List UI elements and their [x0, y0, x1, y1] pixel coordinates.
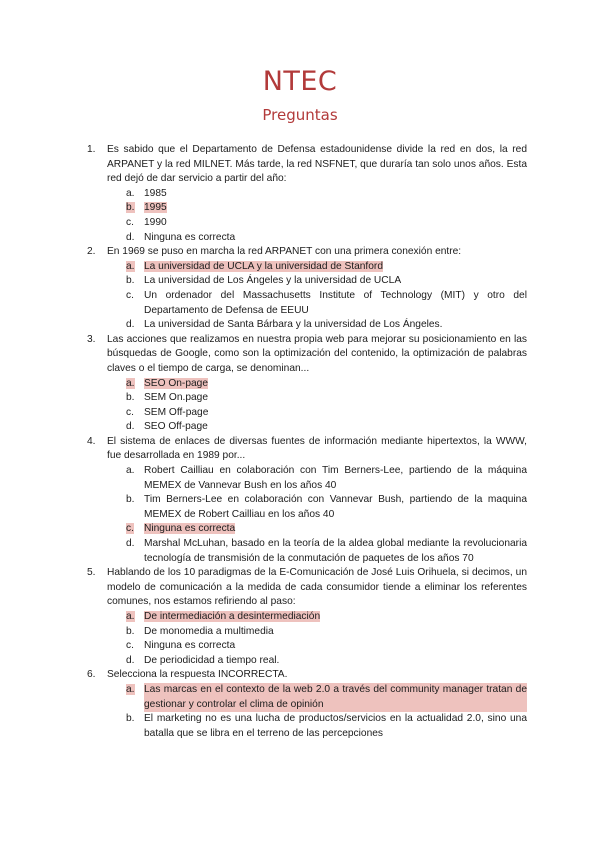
- option-item-highlighted: a. La universidad de UCLA y la universidad de Stanford: [126, 260, 383, 272]
- option-item: b. El marketing no es una lucha de productos/servicios en la actualidad 2.0, sino una batalla que se libra en el terreno de las percepciones: [126, 713, 527, 739]
- question-number: 2.: [87, 246, 96, 258]
- page-title: NTEC: [262, 66, 338, 97]
- question-text: El sistema de enlaces de diversas fuentes de información mediante hipertextos, la WWW, fue desarrollada en 1989 por...: [107, 435, 527, 462]
- question-4: [87, 435, 527, 566]
- question-number: 4.: [87, 435, 96, 447]
- question-3: [87, 333, 527, 435]
- option-item: c. Ninguna es correcta: [126, 640, 236, 652]
- question-number: 1.: [87, 144, 96, 155]
- option-item: b. Tim Berners-Lee en colaboración con Vannevar Bush, partiendo de la maquina MEMEX de Robert Cailliau en los años 40: [126, 494, 527, 520]
- question-text: En 1969 se puso en marcha la red ARPANET con una primera conexión entre:: [107, 246, 462, 258]
- option-item: c. Un ordenador del Massachusetts Institute of Technology (MIT) y otro del Departamento de Defensa de EEUU: [126, 289, 527, 316]
- option-item-highlighted: a. Las marcas en el contexto de la web 2.0 a través del community manager tratan de gestionar y controlar el clima de opinión: [126, 683, 527, 712]
- question-number: 6.: [87, 669, 96, 681]
- option-item-highlighted: c. Ninguna es correcta: [126, 523, 236, 535]
- option-item: a. Robert Cailliau en colaboración con Tim Berners-Lee, partiendo de la máquina MEMEX de Vannevar Bush en los años 40: [126, 465, 527, 491]
- question-text: Hablando de los 10 paradigmas de la E-Comunicación de José Luis Orihuela, si decimos, un modelo de comunicación a la medida de cada consumidor tiende a eliminar los referentes comunes, nos estamos refiriendo al paso:: [107, 567, 527, 608]
- question-text: Selecciona la respuesta INCORRECTA.: [107, 669, 288, 681]
- question-2: [87, 245, 527, 333]
- option-item: d. Ninguna es correcta: [126, 231, 236, 243]
- option-item: b. SEM On.page: [126, 392, 208, 404]
- option-item-highlighted: a. De intermediación a desintermediación: [126, 611, 321, 622]
- option-item: c. 1990: [126, 216, 167, 228]
- option-item-highlighted: b. 1995: [126, 202, 167, 214]
- question-6: [87, 668, 527, 741]
- option-item: d. SEO Off-page: [126, 421, 208, 433]
- option-item: b. La universidad de Los Ángeles y la universidad de UCLA: [126, 275, 402, 287]
- option-item: b. De monomedia a multimedia: [126, 625, 274, 637]
- question-number: 5.: [87, 567, 96, 579]
- question-number: 3.: [87, 333, 96, 345]
- option-item: a. 1985: [126, 187, 167, 199]
- option-item: d. De periodicidad a tiempo real.: [126, 654, 280, 666]
- option-item: d. Marshal McLuhan, basado en la teoría de la aldea global mediante la revolucionaria tecnología de transmisión de la conmutación de paquetes de los años 70: [126, 538, 527, 564]
- page-subtitle: Preguntas: [262, 106, 338, 124]
- question-5: [87, 566, 527, 668]
- option-item-highlighted: a. SEO On-page: [126, 377, 208, 389]
- question-1: [87, 143, 527, 245]
- option-item: c. SEM Off-page: [126, 406, 209, 418]
- question-list: [87, 143, 527, 741]
- question-text: Las acciones que realizamos en nuestra propia web para mejorar su posicionamiento en las búsquedas de Google, como son la optimización del contenido, la optimización de palabras claves o el tiempo de carga, se denominan...: [107, 333, 527, 374]
- option-item: d. La universidad de Santa Bárbara y la universidad de Los Ángeles.: [126, 319, 443, 331]
- question-text: Es sabido que el Departamento de Defensa estadounidense divide la red en dos, la red ARPANET y la red MILNET. Más tarde, la red NSFNET, que duraría tan solo unos años. Esta red dejó de dar servicio a partir del año:: [107, 144, 527, 185]
